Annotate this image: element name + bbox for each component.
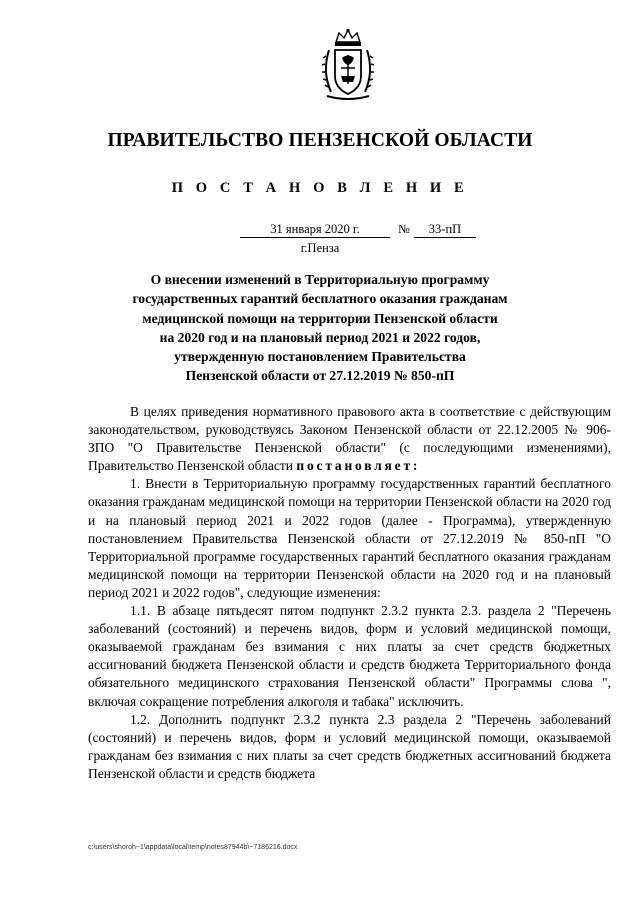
heading-line: на 2020 год и на плановый период 2021 и 2022 годов,: [159, 329, 481, 345]
paragraph-item-1-1: 1.1. В абзаце пятьдесят пятом подпункт 2.3.2 пункта 2.3. раздела 2 "Перечень заболеваний (состояний) и перечень видов, форм и условий медицинской помощи, оказываемой гражданам без взимания с них платы за счет средств бюджетных ассигнований бюджета Пензенской области и средств бюджета Территориального фонда обязательного медицинского страхования Пензенской области" Программы слова ", включая сокращение потребления алкоголя и табака" исключить.: [88, 603, 611, 709]
preamble-text: В целях приведения нормативного правового акта в соответствие с действующим законодательством, руководствуясь Законом Пензенской области от 22.12.2005 № 906-ЗПО "О Правительстве Пензенской области" (с последующими изменениями), Правительство Пензенской области: [88, 404, 611, 474]
heading-line: утвержденную постановлением Правительства: [174, 349, 466, 365]
document-body: [88, 403, 611, 783]
org-title: ПРАВИТЕЛЬСТВО ПЕНЗЕНСКОЙ ОБЛАСТИ: [107, 130, 533, 151]
document-type: П О С Т А Н О В Л Е Н И Е: [171, 180, 469, 196]
paragraph-item-1: 1. Внести в Территориальную программу государственных гарантий бесплатного оказания гражданам медицинской помощи на территории Пензенской области на 2020 год и на плановый период 2021 и 2022 годов (далее - Программа), утвержденную постановлением Правительства Пензенской области от 27.12.2019 № 850-пП "О Территориальной программе государственных гарантий бесплатного оказания гражданам медицинской помощи на территории Пензенской области на 2020 год и на плановый период 2021 и 2022 годов", следующие изменения:: [88, 476, 611, 600]
file-path-footer: c:\users\shoroh~1\appdata\local\temp\notes87944b\~7186216.docx: [88, 844, 298, 851]
heading-line: государственных гарантий бесплатного оказания гражданам: [132, 291, 508, 307]
resolves-keyword: постановляет:: [296, 458, 421, 474]
number-sign: №: [398, 222, 410, 236]
city: г.Пенза: [300, 241, 340, 255]
paragraph-item-1-2: 1.2. Дополнить подпункт 2.3.2 пункта 2.3 раздела 2 "Перечень заболеваний (состояний) и перечень видов, форм и условий медицинской помощи, оказываемой гражданам без взимания с них платы за счет средств бюджетных ассигнований бюджета Пензенской области и средств бюджета: [88, 711, 611, 781]
coat-of-arms-icon: [319, 28, 377, 102]
document-date: 31 января 2020 г.: [240, 222, 390, 238]
date-number-line: [0, 222, 640, 240]
heading-line: Пензенской области от 27.12.2019 № 850-пП: [185, 368, 455, 384]
heading-line: О внесении изменений в Территориальную программу: [150, 272, 490, 287]
heading-line: медицинской помощи на территории Пензенской области: [142, 310, 498, 326]
document-number: 33-пП: [414, 222, 476, 238]
paragraph-preamble: [88, 403, 611, 475]
document-heading: [0, 270, 640, 386]
